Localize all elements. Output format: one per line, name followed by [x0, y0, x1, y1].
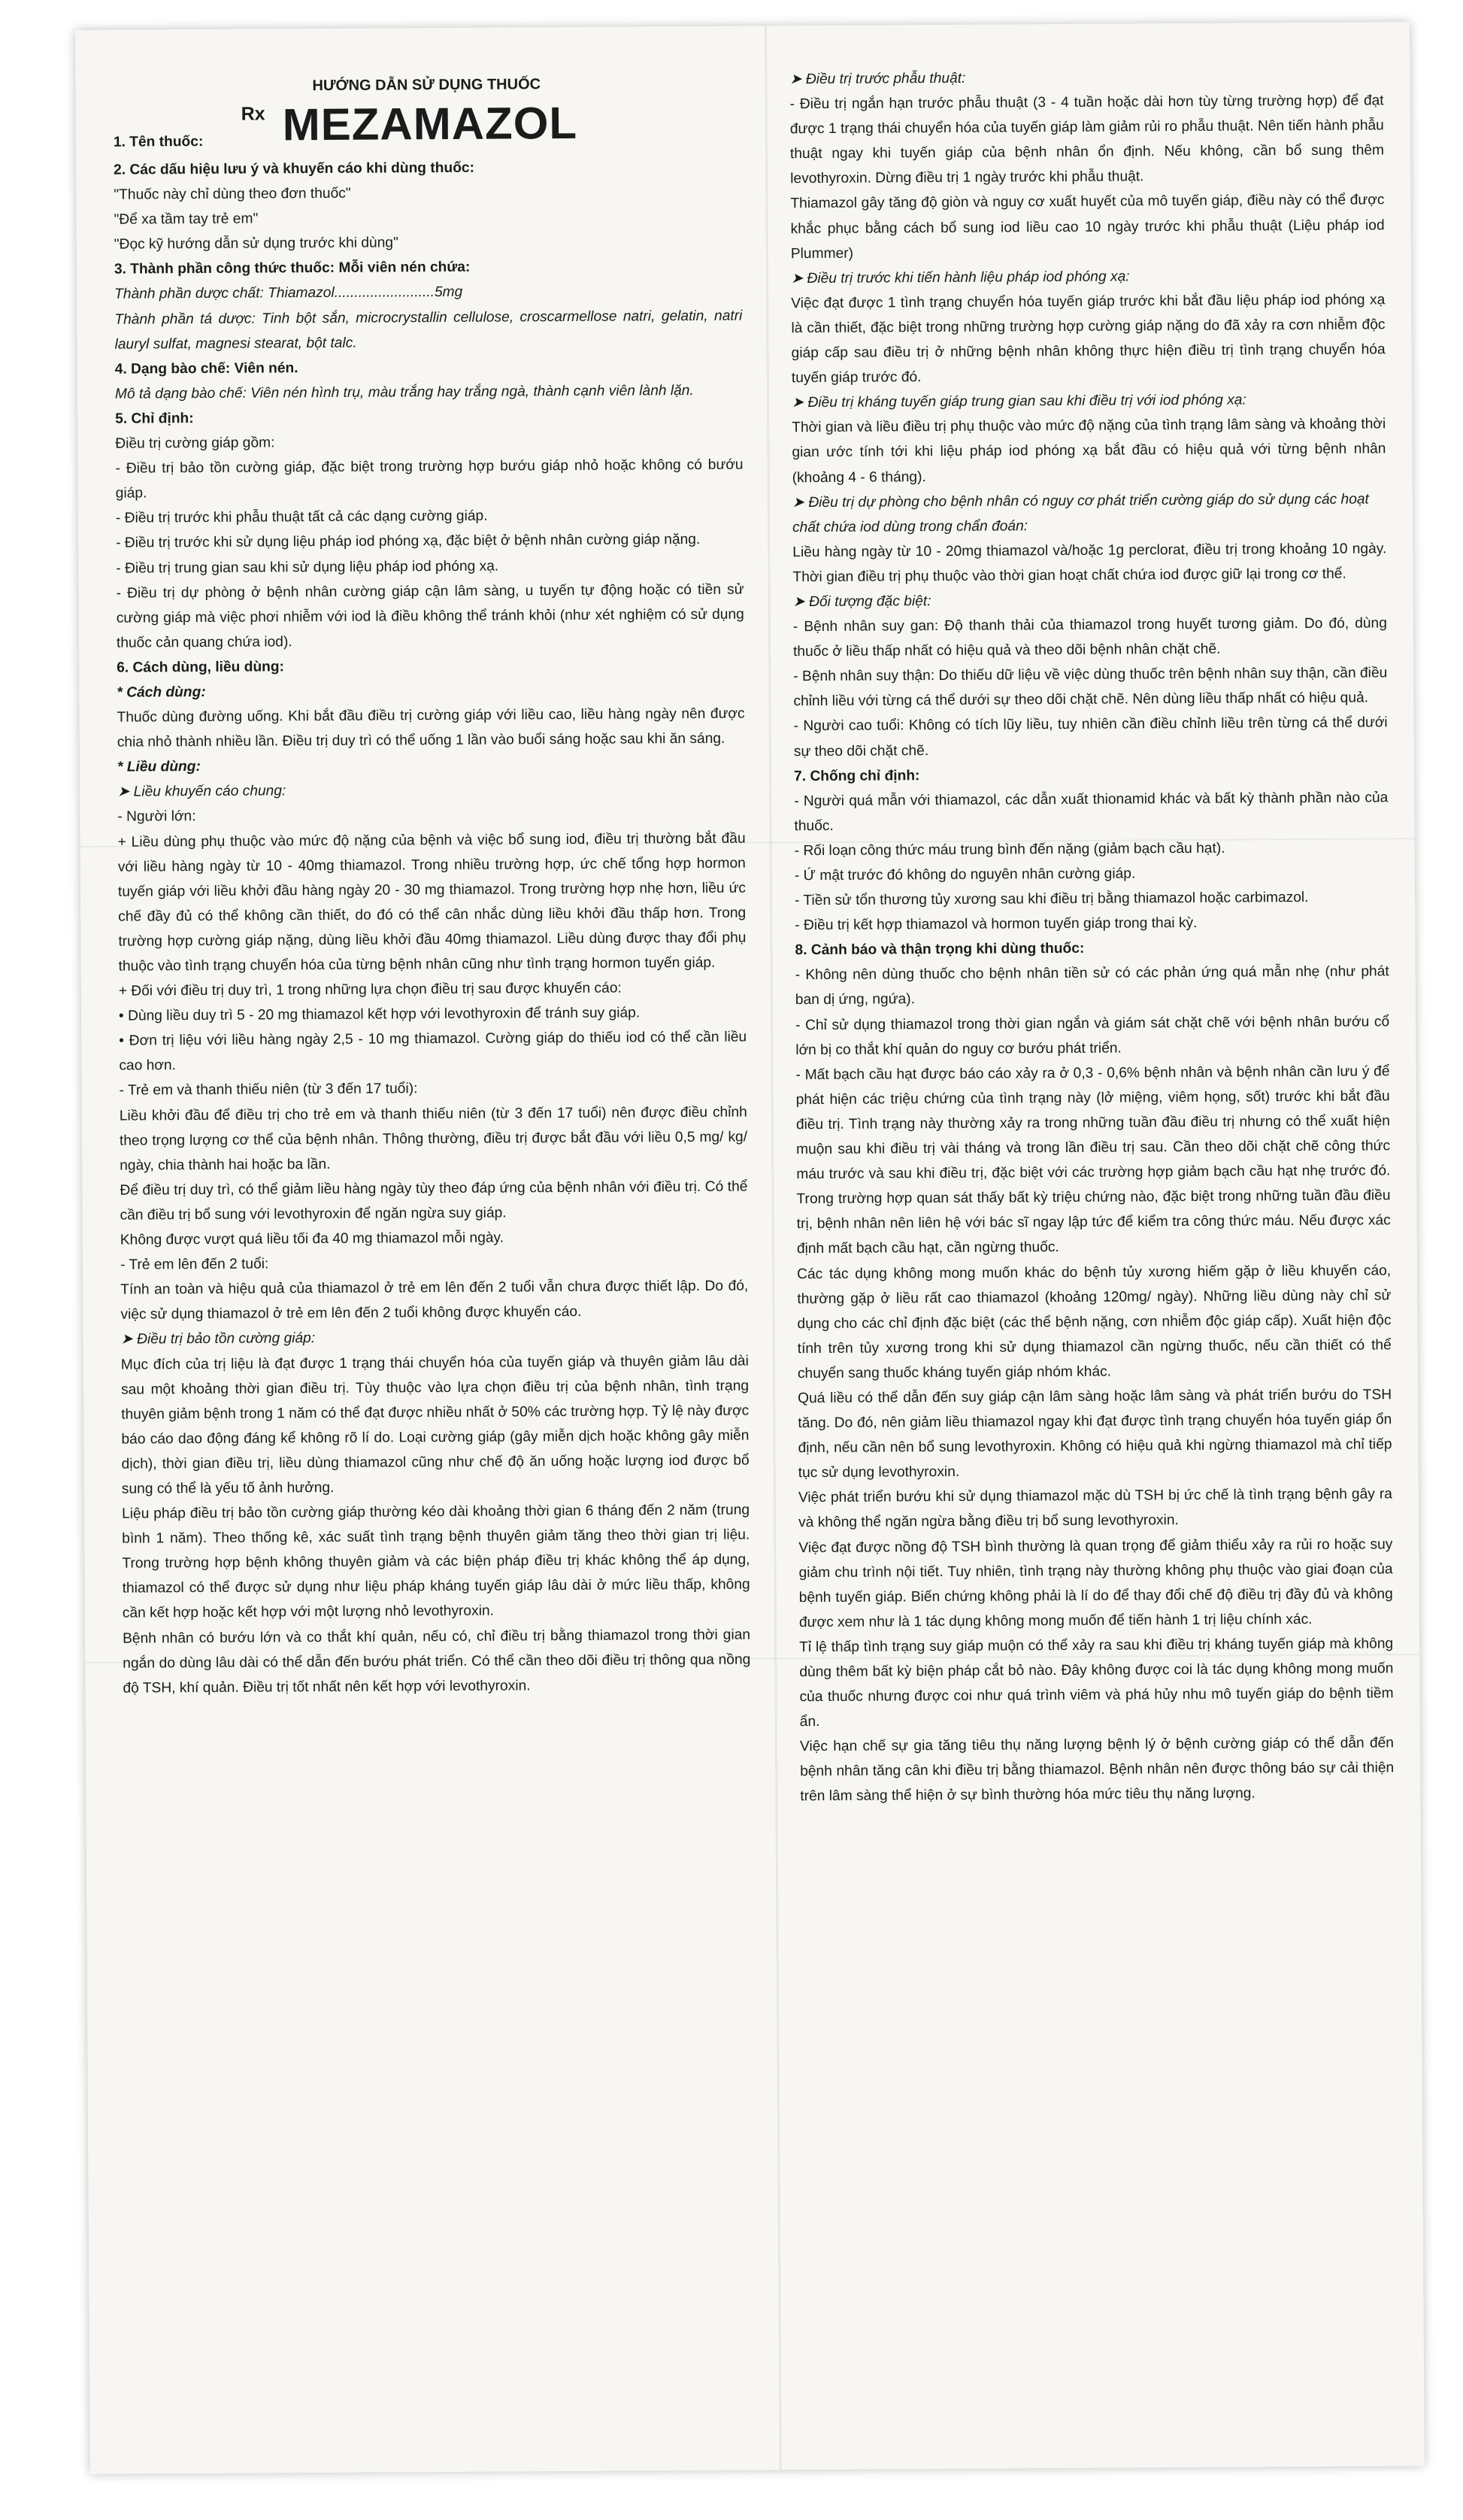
paragraph: + Liều dùng phụ thuộc vào mức độ nặng của bệnh và việc bổ sung iod, điều trị thường bắt đầu với liều hàng ngày từ 10 - 40mg thiamazol. Trong nhiều trường hợp, ức chế tổng hợp hormon tuyến giáp với liều khởi đầu hàng ngày 20 - 30 mg thiamazol. Trong trường hợp nhẹ hơn, liều ức chế đầy đủ có thể không cần thiết, do đó có thể cân nhắc dùng liều khởi đầu thấp hơn. Trong trường hợp cường giáp nặng, dùng liều khởi đầu 40mg thiamazol. Liều dùng được thay đổi phụ thuộc vào tình trạng chuyển hóa của từng bệnh nhân cũng như tình trạng hormon tuyến giáp.: [117, 830, 747, 975]
fold-line: [765, 26, 782, 2470]
paragraph: Liều hàng ngày từ 10 - 20mg thiamazol và/hoặc 1g perclorat, điều trị trong khoảng 10 ngày. Thời gian điều trị phụ thuộc vào thời gian hoạt chất chứa iod được giữ lại trong cơ thể.: [792, 541, 1387, 586]
paragraph: - Mất bạch cầu hạt được báo cáo xảy ra ở 0,3 - 0,6% bệnh nhân và bệnh nhân cần lưu ý để phát hiện các triệu chứng của tình trạng này (lở miệng, viêm họng, sốt) trước khi bắt đầu điều trị. Tình trạng này thường xảy ra trong những tuần đầu điều trị nhưng có thể xuất hiện muộn sau khi điều trị vài tháng và trong lần điều trị sau. Cần theo dõi chặt chẽ công thức máu trước và sau khi điều trị, đặc biệt với các trường hợp giảm bạch cầu hạt nhẹ trước đó. Trong trường hợp quan sát thấy bất kỳ triệu chứng nào, đặc biệt trong những tuần đầu điều trị, bệnh nhân nên liên hệ với bác sĩ ngay lập tức để kiểm tra công thức máu. Nếu được xác định mất bạch cầu hạt, cần ngừng thuốc.: [795, 1063, 1391, 1257]
paragraph: Mô tả dạng bào chế: Viên nén hình trụ, màu trắng hay trắng ngà, thành cạnh viên lành lặn.: [114, 382, 694, 402]
paragraph: - Chỉ sử dụng thiamazol trong thời gian ngắn và giám sát chặt chẽ với bệnh nhân bướu cổ lớn bị co thắt khí quản do nguy cơ bướu phát triển.: [795, 1013, 1390, 1058]
paragraph: - Điều trị trước khi sử dụng liệu pháp iod phóng xạ, đặc biệt ở bệnh nhân cường giáp nặng.: [116, 532, 701, 552]
paragraph: Liều khởi đầu để điều trị cho trẻ em và thanh thiếu niên (từ 3 đến 17 tuổi) nên được điều chỉnh theo trọng lượng cơ thể của bệnh nhân. Thông thường, điều trị được bắt đầu với liều 0,5 mg/ kg/ ngày, chia thành hai hoặc ba lần.: [119, 1104, 748, 1174]
text-line: - Rối loạn công thức máu trung bình đến nặng (giảm bạch cầu hạt).: [794, 840, 1225, 860]
paragraph: Việc đạt được 1 tình trạng chuyển hóa tuyến giáp trước khi bắt đầu liệu pháp iod phóng xạ là cần thiết, đặc biệt trong những trường hợp cường giáp nặng do đã xảy ra cơn nhiễm độc giáp cấp sau điều trị ở những bệnh nhân không thực hiện điều trị tình trạng chuyển hóa tuyến giáp trước đó.: [791, 292, 1386, 387]
text-line: - Trẻ em và thanh thiếu niên (từ 3 đến 17 tuổi):: [119, 1081, 418, 1099]
paragraph: Việc đạt được nồng độ TSH bình thường là quan trọng để giảm thiểu xảy ra rủi ro hoặc suy giảm chu trình nội tiết. Tuy nhiên, tình trạng này thường không phụ thuộc vào giai đoạn của bệnh tuyến giáp. Biến chứng không phải là lí do để thay đổi chế độ điều trị đầy đủ và không được xem như là 1 tác dụng không mong muốn để tiến hành 1 trị liệu chính xác.: [798, 1536, 1393, 1630]
paragraph: - Không nên dùng thuốc cho bệnh nhân tiền sử có các phản ứng quá mẫn nhẹ (như phát ban dị ứng, ngứa).: [795, 963, 1389, 1008]
paragraph: Việc phát triển bướu khi sử dụng thiamazol mặc dù TSH bị ức chế là tình trạng bệnh gây ra và không thể ngăn ngừa bằng điều trị bổ sung levothyroxin.: [798, 1486, 1392, 1531]
text-line: - Trẻ em lên đến 2 tuổi:: [120, 1256, 269, 1273]
section-heading: 2. Các dấu hiệu lưu ý và khuyến cáo khi dùng thuốc:: [114, 159, 475, 178]
sub-heading: ➤ Điều trị bảo tồn cường giáp:: [121, 1324, 749, 1352]
sub-heading: ➤ Điều trị trước khi tiến hành liệu pháp iod phóng xạ:: [791, 262, 1385, 291]
paragraph: Để điều trị duy trì, có thể giảm liều hàng ngày tùy theo đáp ứng của bệnh nhân với điều trị. Có thể cần điều trị bổ sung với levothyroxin để ngăn ngừa suy giáp.: [120, 1178, 748, 1224]
sub-heading: ➤ Điều trị kháng tuyến giáp trung gian sau khi điều trị với iod phóng xạ:: [792, 387, 1386, 416]
paragraph: - Điều trị dự phòng ở bệnh nhân cường giáp cận lâm sàng, u tuyến tự động hoặc có tiền sử cường giáp mà việc phơi nhiễm với iod là điều không thể tránh khỏi (như xét nghiệm có sử dụng thuốc cản quang chứa iod).: [116, 581, 744, 651]
text-line: "Thuốc này chỉ dùng theo đơn thuốc": [114, 185, 351, 203]
paragraph: Quá liều có thể dẫn đến suy giáp cận lâm sàng hoặc lâm sàng và phát triển bướu do TSH tăng. Do đó, nên giảm liều thiamazol ngay khi đạt được tình trạng chuyển hóa tuyến giáp ổn định, nếu cần nên bổ sung levothyroxin. Không có hiệu quả khi ngừng thiamazol mà chỉ tiếp tục sử dụng levothyroxin.: [798, 1387, 1392, 1481]
rx-symbol: Rx: [241, 103, 265, 125]
paragraph: - Người cao tuổi: Không có tích lũy liều, tuy nhiên cần điều chỉnh liều trên từng cá thể dưới sự theo dõi chặt chẽ.: [793, 714, 1388, 760]
text-line: Điều trị cường giáp gồm:: [115, 435, 275, 452]
paragraph: - Bệnh nhân suy gan: Độ thanh thải của thiamazol trong huyết tương giảm. Do đó, dùng thuốc ở liều thấp nhất có hiệu quả và theo dõi bệnh nhân chặt chẽ.: [792, 615, 1387, 660]
text-line: "Đọc kỹ hướng dẫn sử dụng trước khi dùng": [114, 235, 398, 253]
sub-heading: ➤ Điều trị dự phòng cho bệnh nhân có nguy cơ phát triển cường giáp do sử dụng các hoạt chất chứa iod dùng trong chẩn đoán:: [792, 487, 1386, 540]
section-heading: 4. Dạng bào chế: Viên nén.: [114, 359, 298, 378]
paragraph: Bệnh nhân có bướu lớn và co thắt khí quản, nếu có, chỉ điều trị bằng thiamazol trong thời gian ngắn do dùng lâu dài có thể dẫn đến bướu phát triển. Có thể cần theo dõi điều trị thông qua nồng độ TSH, khí quản. Điều trị tốt nhất nên kết hợp với levothyroxin.: [123, 1627, 751, 1697]
text-line: Thành phần dược chất: Thiamazol.........................5mg: [114, 284, 463, 303]
text-line: - Điều trị kết hợp thiamazol và hormon tuyến giáp trong thai kỳ.: [795, 915, 1198, 934]
paragraph: Liệu pháp điều trị bảo tồn cường giáp thường kéo dài khoảng thời gian 6 tháng đến 2 năm (trung bình 1 năm). Theo thống kê, xác suất tình trạng bệnh thuyên giảm tăng theo thời gian trị liệu. Trong trường hợp bệnh không thuyên giảm và các biện pháp điều trị khác không thể áp dụng, thiamazol có thể được sử dụng như liệu pháp kháng tuyến giáp lâu dài ở mức liều thấp, không cần kết hợp hoặc kết hợp với một lượng nhỏ levothyroxin.: [121, 1502, 750, 1622]
leaflet-page: [75, 22, 1425, 2474]
paragraph: - Bệnh nhân suy thận: Do thiếu dữ liệu về việc dùng thuốc trên bệnh nhân suy thận, cần điều chỉnh liều với từng cá thể dưới sự theo dõi chặt chẽ. Nên dùng liều thấp nhất có hiệu quả.: [793, 665, 1388, 710]
sub-heading: * Cách dùng:: [117, 684, 206, 701]
text-line: "Để xa tầm tay trẻ em": [114, 211, 259, 228]
right-column: [789, 63, 1394, 1809]
left-column: [113, 68, 750, 1701]
leaflet-header: [113, 68, 741, 158]
text-line: + Đối với điều trị duy trì, 1 trong những lựa chọn điều trị sau được khuyến cáo:: [118, 980, 622, 999]
text-line: - Điều trị trung gian sau khi sử dụng liệu pháp iod phóng xạ.: [116, 558, 499, 577]
paragraph: Việc hạn chế sự gia tăng tiêu thụ năng lượng bệnh lý ở bệnh cường giáp có thể dẫn đến bệnh nhân tăng cân khi điều trị bằng thiamazol. Bệnh nhân nên được thông báo sự cải thiện trên lâm sàng thể hiện ở sự bình thường hóa mức tiêu thụ năng lượng.: [799, 1735, 1395, 1805]
paragraph: Tính an toàn và hiệu quả của thiamazol ở trẻ em lên đến 2 tuổi vẫn chưa được thiết lập. Do đó, việc sử dụng thiamazol ở trẻ em lên đến 2 tuổi không được khuyến cáo.: [120, 1278, 749, 1323]
paragraph: • Đơn trị liệu với liều hàng ngày 2,5 - 10 mg thiamazol. Cường giáp do thiếu iod có thể cần liều cao hơn.: [119, 1029, 747, 1075]
sub-heading: ➤ Đối tượng đặc biệt:: [793, 586, 1387, 614]
document-title: HƯỚNG DẪN SỬ DỤNG THUỐC: [312, 76, 541, 95]
paragraph: - Người quá mẫn với thiamazol, các dẫn xuất thionamid khác và bất kỳ thành phần nào của thuốc.: [794, 790, 1389, 834]
text-line: Không được vượt quá liều tối đa 40 mg thiamazol mỗi ngày.: [120, 1230, 504, 1248]
paragraph: Tỉ lệ thấp tình trạng suy giáp muộn có thể xảy ra sau khi điều trị kháng tuyến giáp mà không dùng thêm bất kỳ biện pháp cắt bỏ nào. Đây không được coi là tác dụng không mong muốn của thuốc nhưng được coi như quá trình viêm và phá hủy nhu mô tuyến giáp do bệnh tiềm ẩn.: [799, 1636, 1394, 1730]
section-heading: 6. Cách dùng, liều dùng:: [117, 659, 285, 676]
section-heading: 1. Tên thuốc:: [113, 133, 204, 150]
section-heading: 8. Cảnh báo và thận trọng khi dùng thuốc:: [795, 941, 1085, 959]
paragraph: • Dùng liều duy trì 5 - 20 mg thiamazol kết hợp với levothyroxin để tránh suy giáp.: [118, 1005, 641, 1024]
paragraph: Thiamazol gây tăng độ giòn và nguy cơ xuất huyết của mô tuyến giáp, điều này có thể được khắc phục bằng cách bổ sung iod liều cao 10 ngày trước khi phẫu thuật (Liệu pháp iod Plummer): [790, 192, 1385, 262]
sub-heading: ➤ Liều khuyến cáo chung:: [117, 776, 745, 805]
section-heading: 5. Chỉ định:: [115, 410, 194, 427]
paragraph: Thuốc dùng đường uống. Khi bắt đầu điều trị cường giáp với liều cao, liều hàng ngày nên được chia nhỏ thành nhiều lần. Điều trị duy trì có thể uống 1 lần vào buổi sáng hoặc sau khi ăn sáng.: [117, 705, 745, 751]
text-line: - Ứ mật trước đó không do nguyên nhân cường giáp.: [794, 866, 1136, 884]
paragraph: Các tác dụng không mong muốn khác do bệnh tủy xương hiếm gặp ở liều khuyến cáo, thường gặp ở liều rất cao thiamazol (khoảng 120mg/ ngày). Những liều dùng này chỉ sử dụng cho các chỉ định đặc biệt (các thể bệnh nặng, cơn nhiễm độc giáp cấp). Xuất hiện độc tính trên tủy xương trong khi sử dụng thiamazol cần ngừng thuốc, nếu cần thiết có thể chuyển sang thuốc kháng tuyến giáp nhóm khác.: [797, 1262, 1392, 1382]
section-heading: 3. Thành phần công thức thuốc: Mỗi viên nén chứa:: [114, 259, 471, 278]
paragraph: - Tiền sử tổn thương tủy xương sau khi điều trị bằng thiamazol hoặc carbimazol.: [795, 890, 1309, 909]
text-line: - Người lớn:: [117, 808, 196, 826]
paragraph: - Điều trị bảo tồn cường giáp, đặc biệt trong trường hợp bướu giáp nhỏ hoặc không có bướu giáp.: [115, 456, 744, 502]
paragraph: Thời gian và liều điều trị phụ thuộc vào mức độ nặng của tình trạng lâm sàng và khoảng thời gian ước tính tới khi liệu pháp iod phóng xạ bắt đầu có hiệu quả với từng bệnh nhân (khoảng 4 - 6 tháng).: [792, 416, 1386, 486]
paragraph: Mục đích của trị liệu là đạt được 1 trạng thái chuyển hóa của tuyến giáp và thuyên giảm lâu dài sau một khoảng thời gian điều trị. Tùy thuộc vào lựa chọn điều trị của bệnh nhân, tình trạng thuyên giảm bệnh trong 1 năm có thể đạt được nhiều nhất ở 50% các trường hợp. Tỷ lệ này được báo cáo dao động đáng kể không rõ lí do. Loại cường giáp (gây miễn dịch hoặc không gây miễn dịch), thời gian điều trị, liều dùng thiamazol cũng như chế độ ăn uống hoặc lượng iod được bổ sung có thể là yếu tố ảnh hưởng.: [120, 1353, 750, 1497]
drug-name: MEZAMAZOL: [282, 97, 578, 150]
sub-heading: ➤ Điều trị trước phẫu thuật:: [789, 63, 1383, 92]
paragraph: - Điều trị ngắn hạn trước phẫu thuật (3 - 4 tuần hoặc dài hơn tùy từng trường hợp) để đạt được 1 trạng thái chuyển hóa của tuyến giáp làm giảm rủi ro phẫu thuật. Nên tiến hành phẫu thuật ngay khi tuyến giáp của bệnh nhân ổn định. Nếu không, cần bổ sung thêm levothyroxin. Dừng điều trị 1 ngày trước khi phẫu thuật.: [789, 92, 1385, 187]
paragraph: Thành phần tá dược: Tinh bột sắn, microcrystallin cellulose, croscarmellose natri, gelatin, natri lauryl sulfat, magnesi stearat, bột talc.: [114, 308, 743, 353]
sub-heading: * Liều dùng:: [117, 759, 201, 775]
section-heading: 7. Chống chỉ định:: [794, 767, 920, 784]
text-line: - Điều trị trước khi phẫu thuật tất cả các dạng cường giáp.: [115, 508, 488, 526]
